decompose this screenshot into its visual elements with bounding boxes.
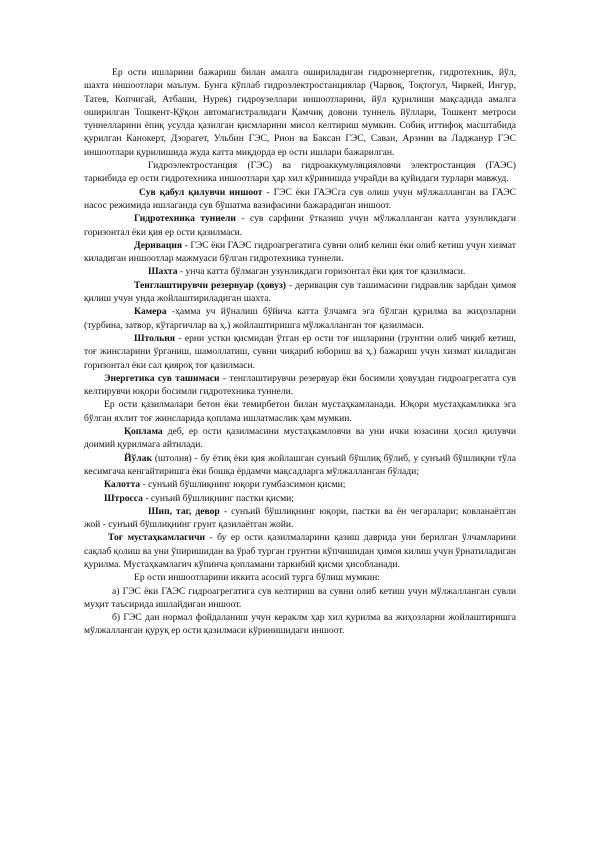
paragraph bbox=[84, 571, 516, 584]
term-heading: Гидротехника туннели bbox=[134, 213, 236, 225]
paragraph-text: -ҳамма уч йўналиш бўйича катта ўлчамга эга бўлган қурилма ва жиҳозларни (турбина, затвор, кўтаргичлар ва ҳ.) жойлаштиришга мўлжалланган тоғ қазилмаси. bbox=[84, 306, 516, 331]
paragraph bbox=[84, 332, 516, 372]
paragraph-text: - сунъий бўшлиқнинг пастки қисми; bbox=[142, 492, 294, 504]
paragraph-text: - сунъий бўшлиқнинг юқори гумбазсимон қисми; bbox=[140, 479, 346, 491]
paragraph bbox=[84, 66, 516, 159]
paragraph bbox=[84, 372, 516, 399]
term-heading: Деривация bbox=[134, 239, 183, 251]
paragraph-text: б) ГЭС дан нормал фойдаланиш учун кераклм ҳар хил қурилма ва жиҳозларни жойлаштиришга мўлжалланган қуруқ ер ости қазилмаси кўринишидаги иншоот. bbox=[84, 612, 516, 637]
term-heading: Штросса bbox=[104, 492, 143, 504]
term-heading: Штольня bbox=[134, 332, 175, 344]
term-heading: Шип, таг, девор bbox=[148, 505, 220, 517]
paragraph-text: а) ГЭС ёки ГАЭС гидроагрегатига сув келтириш ва сувни олиб кетиш учун мўлжалланган сувли муҳит таъсирида ишлайдиган иншоот. bbox=[84, 585, 516, 610]
paragraph-text: - тенглаштирувчи резервуар ёки босимли ҳовуздан гидроагрегатга сув келтирувчи юқори босимли гидротехника туннели. bbox=[84, 372, 516, 398]
paragraph bbox=[84, 425, 516, 452]
paragraph bbox=[84, 159, 516, 186]
paragraph-text: Ер ости қазилмалари бетон ёки темирбетон билан мустаҳкамланади. Юқори мустаҳкамликка эга бўлган яхлит тоғ жинсларида қоплама ишлатмаслик ҳам мумкин. bbox=[84, 399, 516, 424]
term-heading: Камера bbox=[134, 306, 167, 318]
paragraph-text: - сув сарфини ўтказиш учун мўлжалланган катта узунликдаги горизонтал ёки қия ер ости қазилмаси. bbox=[84, 213, 516, 238]
term-heading: Йўлак bbox=[124, 452, 152, 464]
paragraph bbox=[84, 585, 516, 612]
paragraph-text: Ер ости иншоотларини иккита асосий турга бўлиш мумкин: bbox=[134, 572, 380, 584]
paragraph-text: - деривация сув ташимасини гидравлик зарбдан ҳимоя қилиш учун унда жойлаштириладиган шахта. bbox=[84, 279, 516, 305]
term-heading: Шахта bbox=[148, 266, 178, 278]
paragraph bbox=[84, 265, 516, 278]
paragraph bbox=[84, 212, 516, 239]
paragraph bbox=[84, 186, 516, 213]
term-heading: Тоғ мустаҳкамлагичи bbox=[108, 532, 206, 544]
document-page bbox=[84, 66, 516, 638]
term-heading: Калотта bbox=[104, 479, 141, 491]
paragraph bbox=[84, 452, 516, 479]
paragraph bbox=[84, 239, 516, 266]
paragraph-text: Гидроэлектростанция (ГЭС) ва гидроаккумуляцияловчи электростанция (ГАЭС) таркибида ер ости гидротехника иншоотлари ҳар хил кўринишда учрайди ва қуйидаги турлари мавжуд. bbox=[84, 160, 516, 185]
paragraph-text: - бу ер ости қазилмаларини қазиш даврида уни берилган ўлчамларини сақлаб қолиш ва уни ўпиришидан ва ўраб турган грунтни кўпчишидан ҳимоя килиш учун ўрнатиладиган қурилма. Мустаҳкамлагич кўпинча қопламани таркибий қисми ҳисобланади. bbox=[84, 532, 516, 570]
paragraph bbox=[84, 505, 516, 532]
paragraph-text: - ГЭС ёки ГАЭСга сув олиш учун мўлжалланган ва ГАЭС насос режимида ишлаганда сув бўшатма вазифасини бажарадиган иншоот. bbox=[84, 186, 516, 211]
paragraph-text: Ер ости ишларини бажариш билан амалга ошириладиган гидроэнергетик, гидротехник, йўл, шахта иншоотлари маълум. Бунга кўплаб гидроэлектростанциялар (Чарвоқ, Тоқтогул, Чиркей, Ингур, Татев, Копчигай, Атбаши, Нурек) гидроузеллари иншоотларини, йўл қурилиши мақсадида амалга оширилган Тошкент-Қўқон автомагистралидаги Қамчиқ довони туннель йўллари, Тошкент метроси туннелларини ёпиқ усулда қазилган қисмларини мисол келтириш мумкин. Собиқ иттифоқ масштабида қурилган Канокерт, Дзорагет, Ульбин ГЭС, Рион ва Баксан ГЭС, Саван, Арзнин ва Ладжанур ГЭС иншоотлари қурилишида жуда катта миқдорда ер ости ишлари бажарилган. bbox=[84, 67, 516, 158]
paragraph-text: - ГЭС ёки ГАЭС гидроагрегатига сувни олиб келиш ёки олиб кетиш учун хизмат киладиган иншоотлар мажмуаси бўлган гидротехника туннели. bbox=[84, 239, 516, 265]
paragraph bbox=[84, 531, 516, 571]
paragraph bbox=[84, 279, 516, 306]
paragraph-text: - сунъий бўшлиқнинг юқори, пастки ва ён чегаралари; ковланаётган жой - сунъий бўшлиқнинг грунт қазилаётган жойи. bbox=[84, 505, 516, 531]
paragraph-text: - ерни устки қисмидан ўтган ер ости тоғ ишларини (грунтни олиб чиқиб кетиш, тоғ жинсларини ўрганиш, шамоллатиш, сувни чиқариб юбориш ва ҳ.) бажариш учун хизмат киладиган горизонтал ёки сал қияроқ тоғ қазилмаси. bbox=[84, 332, 516, 371]
paragraph bbox=[84, 492, 516, 505]
paragraph-text: - унча катта бўлмаган узунликдаги горизонтал ёки қия тоғ қазилмаси. bbox=[177, 266, 466, 278]
paragraph bbox=[84, 398, 516, 425]
paragraph bbox=[84, 478, 516, 491]
paragraph-text: (штолня) - бу ётиқ ёки қия жойлашган сунъий бўшлиқ бўлиб, у сунъий бўшлиқни тўла кесимгача кенгайтиришга ёки бошқа ёрдамчи мақсадларга мўлжалланган бўлади; bbox=[84, 452, 516, 477]
paragraph bbox=[84, 305, 516, 332]
paragraph bbox=[84, 611, 516, 638]
paragraph-text: деб, ер ости қазилмасини мустаҳкамловчи ва уни ички юзасини ҳосил қилувчи доимий қурилмага айтилади. bbox=[84, 426, 516, 451]
term-heading: Энергетика сув ташимаси bbox=[104, 372, 220, 384]
term-heading: Сув қабул қилувчи иншоот bbox=[139, 186, 263, 198]
term-heading: Қоплама bbox=[124, 426, 163, 438]
term-heading: Тенглаштирувчи резервуар (ҳовуз) bbox=[134, 279, 286, 291]
